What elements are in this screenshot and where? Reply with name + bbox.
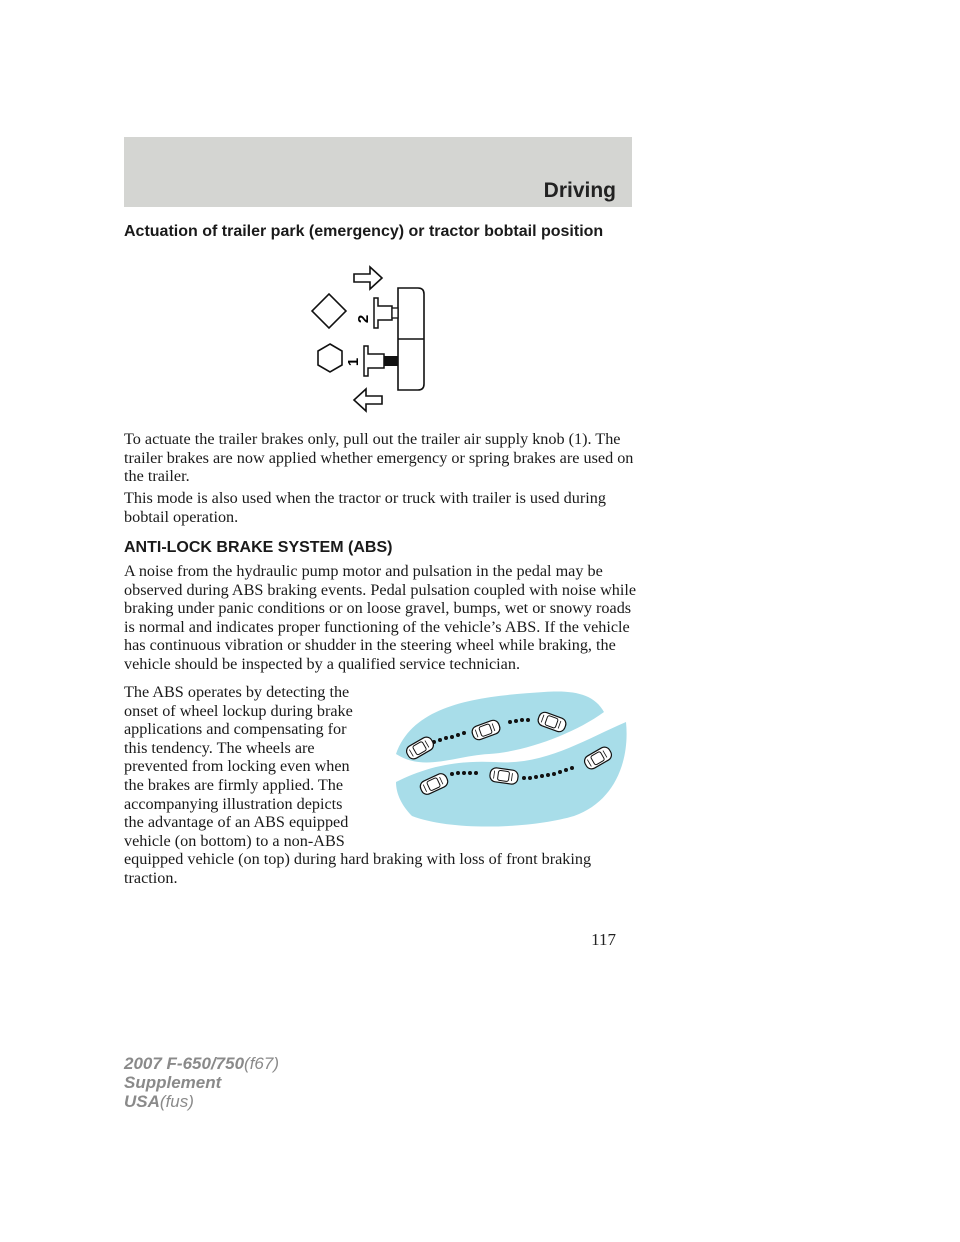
trailer-knob-diagram — [306, 262, 436, 414]
para-actuate: To actuate the trailer brakes only, pull out the trailer air supply knob (1). The trailer brakes are now applied whether emergency or spring brakes are used on the trailer. — [124, 430, 634, 486]
exposed-stem — [384, 356, 398, 366]
heading-trailer-park: Actuation of trailer park (emergency) or tractor bobtail position — [124, 223, 604, 240]
footer-region: USA — [124, 1092, 160, 1111]
label-1: 1 — [345, 357, 362, 367]
text-line: vehicle (on bottom) to a non-ABS — [124, 831, 345, 850]
footer-region-code: (fus) — [159, 1092, 194, 1111]
text-line: applications and compensating for — [124, 720, 347, 739]
text-line: equipped vehicle (on top) during hard braking with loss of front braking — [124, 850, 592, 869]
section-title: Driving — [543, 179, 616, 202]
text-line: the advantage of an ABS equipped — [124, 813, 349, 832]
label-2: 2 — [355, 314, 372, 324]
diamond-knob-icon — [312, 294, 346, 328]
text-line: accompanying illustration depicts — [124, 794, 343, 813]
heading-abs: ANTI-LOCK BRAKE SYSTEM (ABS) — [124, 539, 393, 556]
arrow-left-icon — [354, 389, 382, 411]
upper-knob-stem — [374, 298, 392, 328]
text-line: this tendency. The wheels are — [124, 738, 315, 757]
hexagon-knob-icon — [318, 344, 342, 372]
page-number: 117 — [591, 930, 616, 949]
footer — [124, 1054, 279, 1111]
text-line: onset of wheel lockup during brake — [124, 701, 353, 720]
footer-model-code: (f67) — [244, 1054, 280, 1073]
para-noise: A noise from the hydraulic pump motor and pulsation in the pedal may be observed during ABS braking events. Pedal pulsation coupled with noise while braking under panic conditions or on loose gravel, bumps, wet or snowy roads is normal and indicates proper functioning of the vehicle’s ABS. If the vehicle has continuous vibration or shudder in the steering wheel while braking, the vehicle should be inspected by a qualified service technician. — [124, 562, 637, 673]
arrow-right-icon — [354, 267, 382, 289]
text-line: traction. — [124, 868, 178, 887]
para-bobtail: This mode is also used when the tractor or truck with trailer is used during bobtail operation. — [124, 489, 606, 526]
abs-road-illustration — [394, 682, 630, 832]
footer-model: 2007 F-650/750 — [124, 1054, 245, 1073]
lower-knob-stem — [364, 346, 384, 376]
header-band — [124, 137, 632, 207]
footer-supplement: Supplement — [124, 1073, 222, 1092]
text-line: The ABS operates by detecting the — [124, 683, 350, 701]
text-line: prevented from locking even when — [124, 757, 350, 776]
text-line: the brakes are firmly applied. The — [124, 775, 344, 794]
